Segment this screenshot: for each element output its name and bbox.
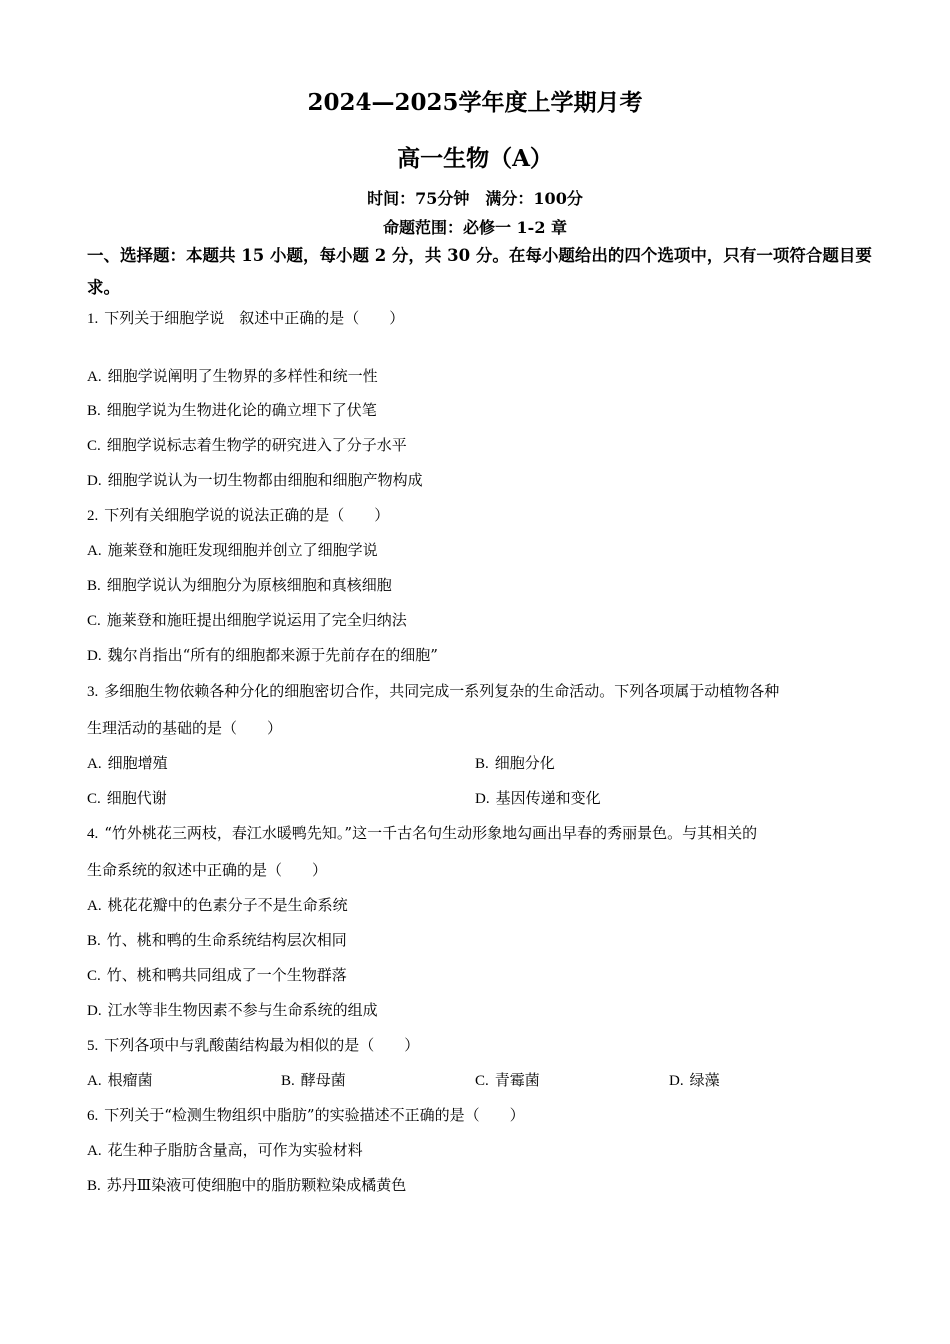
option-text: 桃花花瓣中的色素分子不是生命系统: [107, 896, 348, 914]
option-label: A.: [87, 1143, 102, 1159]
question-4-option-c: [87, 965, 347, 986]
question-number: 1.: [87, 311, 99, 327]
question-4-stem-cont: 生命系统的叙述中正确的是（ ）: [87, 861, 328, 879]
question-1-stem: [87, 308, 404, 329]
question-text: 多细胞生物依赖各种分化的细胞密切合作，共同完成一系列复杂的生命活动。下列各项属于动植物各种: [104, 682, 780, 700]
option-text: 细胞学说标志着生物学的研究进入了分子水平: [106, 436, 407, 454]
question-text: 下列关于细胞学说 叙述中正确的是（ ）: [104, 309, 405, 327]
subject-title: 高一生物（A）: [397, 145, 553, 172]
question-5-option-c: [475, 1070, 540, 1091]
option-label: C.: [87, 613, 101, 629]
question-6-option-b: [87, 1175, 406, 1196]
option-text: 竹、桃和鸭共同组成了一个生物群落: [106, 966, 347, 984]
option-label: A.: [87, 898, 102, 914]
option-text: 细胞分化: [494, 754, 555, 772]
option-text: 细胞学说认为细胞分为原核细胞和真核细胞: [106, 576, 392, 594]
option-label: A.: [87, 543, 102, 559]
question-4-stem: [87, 823, 757, 844]
question-2-option-a: [87, 540, 378, 561]
question-4-option-a: [87, 895, 348, 916]
option-label: B.: [281, 1073, 295, 1089]
option-text: 细胞学说为生物进化论的确立埋下了伏笔: [106, 401, 377, 419]
question-1-option-a: [87, 366, 378, 387]
question-6-stem: [87, 1105, 525, 1126]
question-text: “竹外桃花三两枝，春江水暖鸭先知。”这一千古名句生动形象地勾画出早春的秀丽景色。与其相关的: [104, 824, 758, 842]
option-text: 竹、桃和鸭的生命系统结构层次相同: [106, 931, 347, 949]
question-3-stem-cont: 生理活动的基础的是（ ）: [87, 719, 283, 737]
question-5-option-b: [281, 1070, 346, 1091]
question-number: 4.: [87, 826, 99, 842]
option-text: 魏尔肖指出“所有的细胞都来源于先前存在的细胞”: [107, 646, 438, 664]
option-label: C.: [87, 438, 101, 454]
option-text: 江水等非生物因素不参与生命系统的组成: [107, 1001, 378, 1019]
question-2-stem: [87, 505, 389, 526]
question-text: 下列各项中与乳酸菌结构最为相似的是（ ）: [104, 1036, 420, 1054]
option-label: D.: [87, 1003, 102, 1019]
option-text: 细胞学说认为一切生物都由细胞和细胞产物构成: [107, 471, 423, 489]
section-heading: 一、选择题：本题共 15 小题，每小题 2 分，共 30 分。在每小题给出的四个选项中，只有一项符合题目要求。: [87, 246, 872, 297]
question-3-option-d: [475, 788, 601, 809]
question-2-option-d: [87, 645, 438, 666]
option-label: A.: [87, 756, 102, 772]
option-label: A.: [87, 369, 102, 385]
option-label: B.: [87, 578, 101, 594]
option-text: 青霉菌: [494, 1071, 540, 1089]
option-text: 细胞学说阐明了生物界的多样性和统一性: [107, 367, 378, 385]
option-label: D.: [669, 1073, 684, 1089]
question-1-option-b: [87, 400, 377, 421]
option-text: 苏丹Ⅲ染液可使细胞中的脂肪颗粒染成橘黄色: [106, 1176, 407, 1194]
option-text: 酵母菌: [300, 1071, 346, 1089]
option-text: 施莱登和施旺发现细胞并创立了细胞学说: [107, 541, 378, 559]
option-label: B.: [87, 403, 101, 419]
question-text: 下列关于“检测生物组织中脂肪”的实验描述不正确的是（ ）: [104, 1106, 525, 1124]
question-2-option-b: [87, 575, 392, 596]
time-info: 时间：75分钟 满分：100分: [367, 189, 583, 208]
option-label: C.: [87, 791, 101, 807]
question-5-option-a: [87, 1070, 153, 1091]
option-text: 根瘤菌: [107, 1071, 153, 1089]
scope-info: 命题范围：必修一 1-2 章: [382, 218, 568, 237]
option-label: A.: [87, 1073, 102, 1089]
question-1-option-c: [87, 435, 407, 456]
question-number: 6.: [87, 1108, 99, 1124]
question-text: 下列有关细胞学说的说法正确的是（ ）: [104, 506, 390, 524]
question-3-stem: [87, 681, 779, 702]
question-3-option-a: [87, 753, 168, 774]
option-text: 花生种子脂肪含量高，可作为实验材料: [107, 1141, 363, 1159]
question-4-option-d: [87, 1000, 378, 1021]
option-text: 基因传递和变化: [495, 789, 601, 807]
option-label: B.: [87, 1178, 101, 1194]
question-4-option-b: [87, 930, 347, 951]
option-text: 施莱登和施旺提出细胞学说运用了完全归纳法: [106, 611, 407, 629]
option-label: C.: [475, 1073, 489, 1089]
question-number: 3.: [87, 684, 99, 700]
question-number: 5.: [87, 1038, 99, 1054]
question-3-option-b: [475, 753, 555, 774]
question-number: 2.: [87, 508, 99, 524]
question-5-option-d: [669, 1070, 720, 1091]
option-label: D.: [87, 648, 102, 664]
question-2-option-c: [87, 610, 407, 631]
question-3-option-c: [87, 788, 167, 809]
exam-title: 2024—2025学年度上学期月考: [307, 89, 643, 116]
option-text: 细胞增殖: [107, 754, 168, 772]
option-text: 绿藻: [689, 1071, 720, 1089]
option-label: B.: [475, 756, 489, 772]
option-label: C.: [87, 968, 101, 984]
option-label: D.: [87, 473, 102, 489]
question-6-option-a: [87, 1140, 363, 1161]
question-1-option-d: [87, 470, 423, 491]
option-label: B.: [87, 933, 101, 949]
question-5-stem: [87, 1035, 419, 1056]
option-label: D.: [475, 791, 490, 807]
option-text: 细胞代谢: [106, 789, 167, 807]
